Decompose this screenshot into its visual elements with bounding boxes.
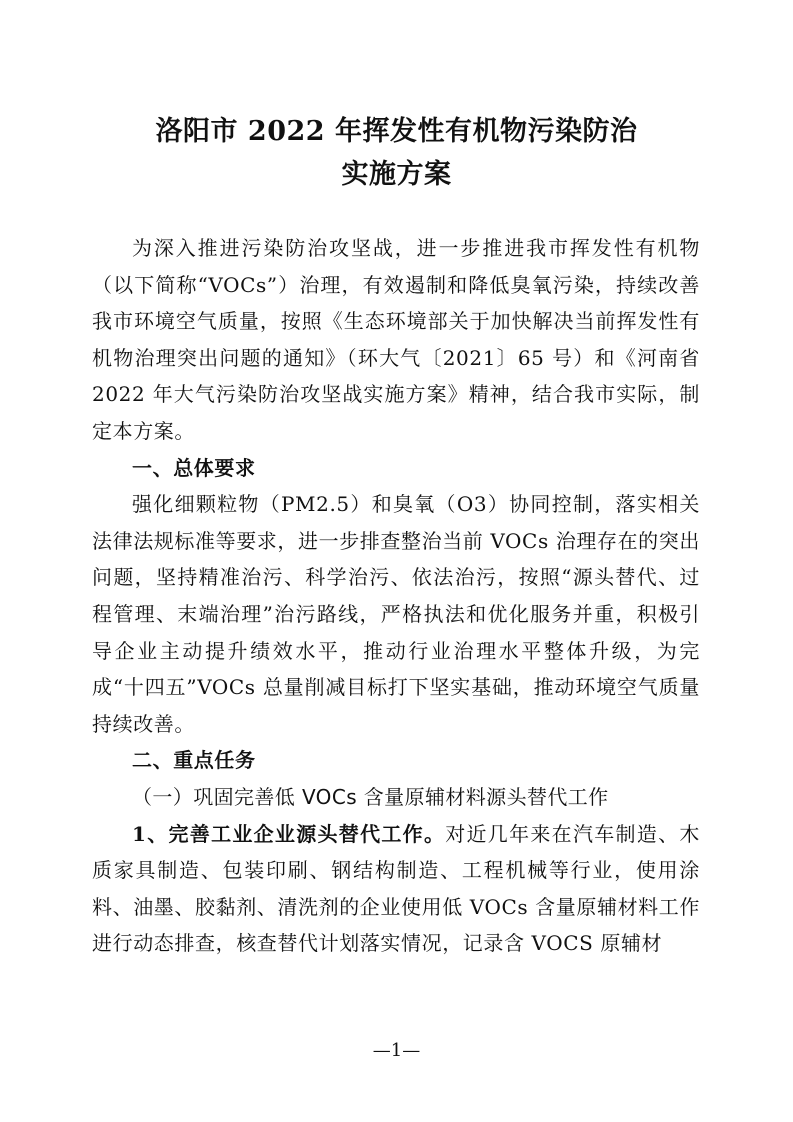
subsection-1-heading: （一）巩固完善低 VOCs 含量原辅材料源头替代工作: [132, 784, 609, 809]
section-1-heading: 一、总体要求: [132, 455, 256, 480]
page-number: —1—: [372, 1040, 421, 1061]
document-title-line-2: 实施方案: [341, 159, 452, 190]
item-1-paragraph: [92, 816, 700, 962]
document-title-line-1: 洛阳市 2022 年挥发性有机物污染防治: [155, 116, 638, 147]
item-1-lead: 1、完善工业企业源头替代工作。: [132, 821, 446, 846]
intro-paragraph: 为深入推进污染防治攻坚战，进一步推进我市挥发性有机物（以下简称“VOCs”）治理，有效遏制和降低臭氧污染，持续改善我市环境空气质量，按照《生态环境部关于加快解决当前挥发性有机物治理突出问题的通知》（环大气〔2021〕65 号）和《河南省 2022 年大气污染防治攻坚战实施方案》精神，结合我市实际，制定本方案。: [92, 236, 700, 443]
section-2-heading: 二、重点任务: [132, 748, 256, 773]
item-1-text: 对近几年来在汽车制造、木质家具制造、包装印刷、钢结构制造、工程机械等行业，使用涂料、油墨、胶黏剂、清洗剂的企业使用低 VOCs 含量原辅材料工作进行动态排查，核查替代计划落实情况，记录含 VOCS 原辅材: [92, 821, 700, 956]
document-body: [92, 230, 700, 962]
section-1-paragraph: 强化细颗粒物（PM2.5）和臭氧（O3）协同控制，落实相关法律法规标准等要求，进一步排查整治当前 VOCs 治理存在的突出问题，坚持精准治污、科学治污、依法治污，按照“源头替代、过程管理、末端治理”治污路线，严格执法和优化服务并重，积极引导企业主动提升绩效水平，推动行业治理水平整体升级，为完成“十四五”VOCs 总量削减目标打下坚实基础，推动环境空气质量持续改善。: [92, 492, 700, 736]
